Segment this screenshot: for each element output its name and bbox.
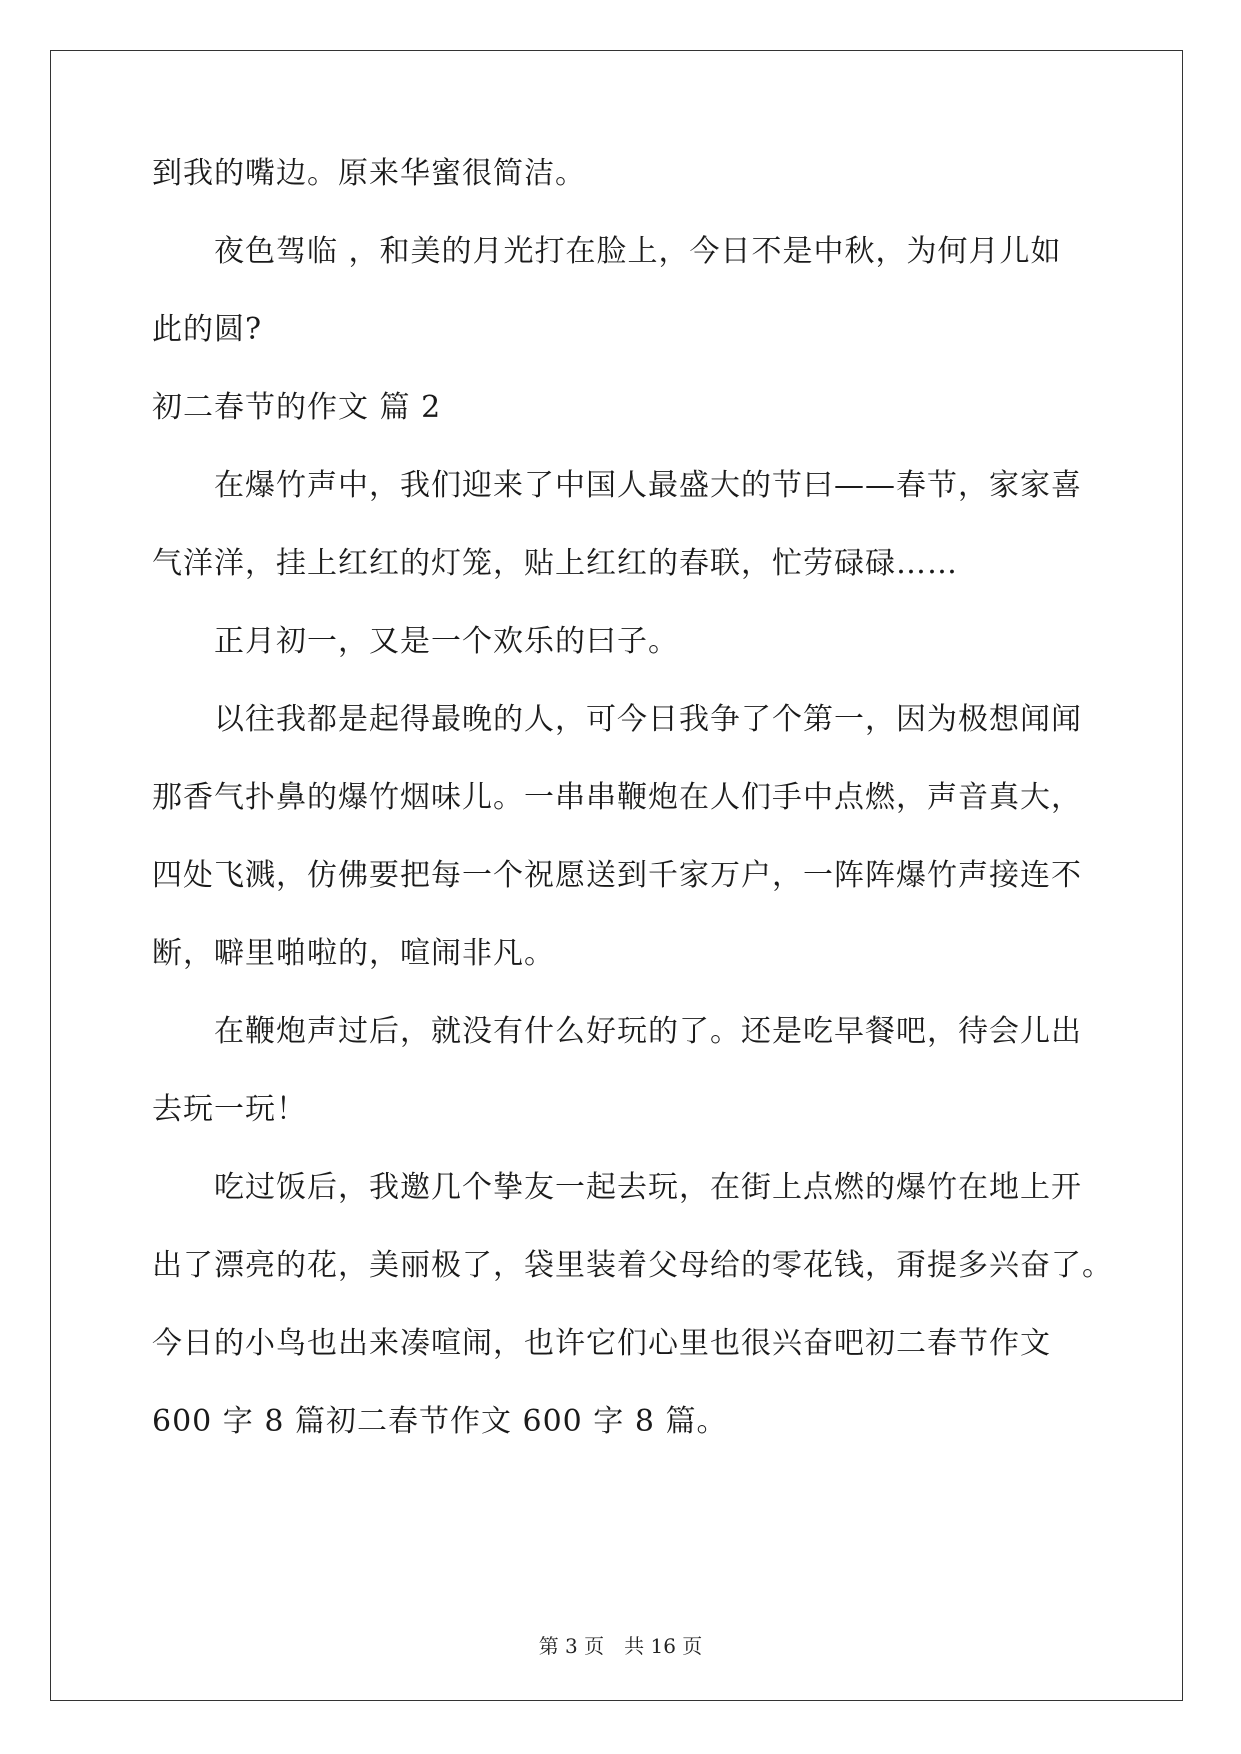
text-line: 断，噼里啪啦的，喧闹非凡。 xyxy=(152,936,555,971)
text-line: 去玩一玩！ xyxy=(152,1092,307,1127)
total-pages: 共 16 页 xyxy=(624,1634,703,1658)
text-line: 600 字 8 篇初二春节作文 600 字 8 篇。 xyxy=(152,1404,728,1439)
text-line: 今日的小鸟也出来凑喧闹，也许它们心里也很兴奋吧初二春节作文 xyxy=(152,1326,1051,1361)
text-line: 在鞭炮声过后，就没有什么好玩的了。还是吃早餐吧，待会儿出 xyxy=(214,1014,1082,1049)
text-line: 四处飞溅，仿佛要把每一个祝愿送到千家万户，一阵阵爆竹声接连不 xyxy=(152,858,1082,893)
page-footer xyxy=(0,1634,1241,1658)
text-line: 此的圆? xyxy=(152,312,263,347)
text-line: 出了漂亮的花，美丽极了，袋里装着父母给的零花钱，甭提多兴奋了。 xyxy=(152,1248,1113,1283)
text-line: 气洋洋，挂上红红的灯笼，贴上红红的春联，忙劳碌碌…… xyxy=(152,546,958,581)
text-line: 夜色驾临 ，和美的月光打在脸上，今日不是中秋，为何月儿如 xyxy=(214,234,1062,269)
text-line: 正月初一，又是一个欢乐的曰子。 xyxy=(214,624,679,659)
text-line: 在爆竹声中，我们迎来了中国人最盛大的节曰——春节，家家喜 xyxy=(214,468,1082,503)
text-line: 以往我都是起得最晚的人，可今日我争了个第一，因为极想闻闻 xyxy=(214,702,1082,737)
section-heading: 初二春节的作文 篇 2 xyxy=(152,390,442,425)
text-line: 到我的嘴边。原来华蜜很简洁。 xyxy=(152,156,586,191)
text-line: 吃过饭后，我邀几个挚友一起去玩，在街上点燃的爆竹在地上开 xyxy=(214,1170,1082,1205)
page-number: 第 3 页 xyxy=(538,1634,605,1658)
text-line: 那香气扑鼻的爆竹烟味儿。一串串鞭炮在人们手中点燃，声音真大， xyxy=(152,780,1082,815)
